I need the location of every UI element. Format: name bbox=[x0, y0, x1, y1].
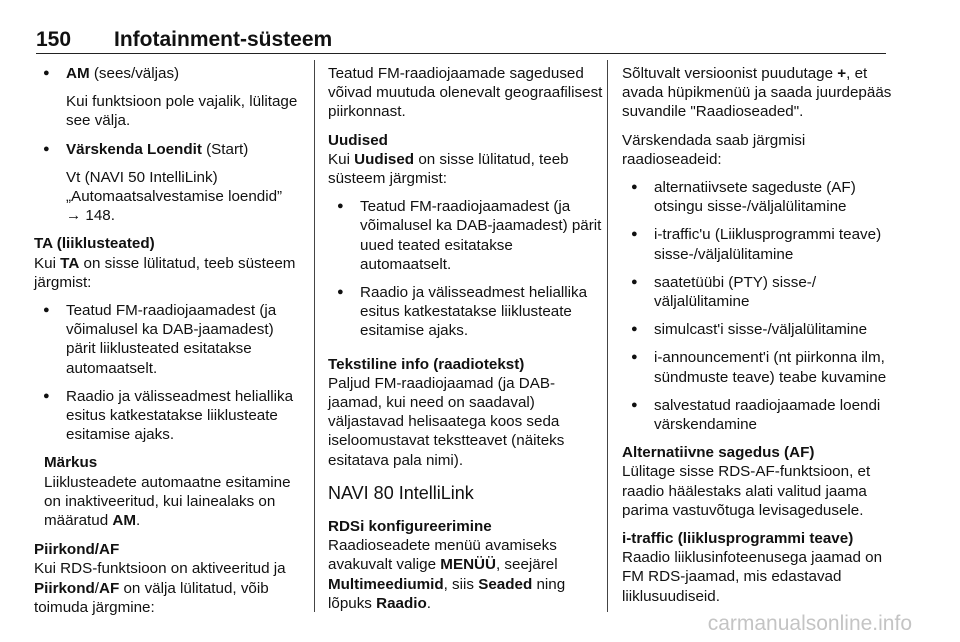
updatable-settings-intro: Värskendada saab järgmisi raadioseadeid: bbox=[622, 131, 806, 168]
setting-item-1: ● alternatiivsete sageduste (AF) otsingu sisse-/väljalülitamine bbox=[622, 178, 892, 216]
am-description: Kui funktsioon pole vajalik, lülitage see välja. bbox=[66, 93, 298, 130]
rds-text-4: ning lõpuks bbox=[328, 575, 566, 612]
am-label: AM bbox=[66, 65, 90, 82]
note-text bbox=[44, 473, 302, 531]
column-1 bbox=[34, 64, 302, 626]
menu-label: MENÜÜ bbox=[440, 556, 496, 574]
region-label: Piirkond bbox=[34, 579, 95, 597]
update-list-desc-text: Vt (NAVI 50 IntelliLink) „Automaatsalvestamise loendid” bbox=[66, 168, 283, 206]
multimedia-label: Multimeediumid bbox=[328, 575, 444, 593]
news-intro bbox=[328, 150, 604, 188]
setting-item-2: ● i-traffic'u (Liiklusprogrammi teave) sisse-/väljalülitamine bbox=[622, 225, 892, 263]
radiotext-heading: Tekstiline info (raadiotekst) bbox=[328, 355, 525, 373]
plus-icon: + bbox=[837, 65, 847, 82]
note-block bbox=[44, 453, 302, 530]
page-header bbox=[36, 20, 886, 54]
setting-item-5: ● i-announcement'i (nt piirkonna ilm, sündmuste teave) teabe kuvamine bbox=[622, 348, 892, 386]
note-am-label: AM bbox=[112, 512, 137, 530]
page-reference: → 148. bbox=[66, 207, 115, 225]
news-text-2: on sisse lülitatud, teeb süsteem järgmist: bbox=[328, 150, 569, 188]
ta-bullet-1: ● Teatud FM-raadiojaamadest (ja võimalusel ka DAB-jaamadest) pärit liiklusteated esitatakse automaatselt. bbox=[34, 301, 302, 378]
update-list-state: (Start) bbox=[201, 140, 249, 158]
rds-text-1: Raadioseadete menüü avamiseks avakuvalt valige bbox=[328, 537, 557, 574]
header-rule bbox=[36, 53, 886, 54]
region-slash: / bbox=[94, 579, 99, 597]
popup-menu-intro bbox=[622, 64, 892, 122]
frequency-intro: Teatud FM-raadiojaamade sagedused võivad muutuda olenevalt geograafilisest piirkonnast. bbox=[328, 65, 603, 121]
column-3 bbox=[622, 64, 892, 615]
news-heading: Uudised bbox=[328, 131, 388, 149]
af-label: AF bbox=[99, 579, 120, 597]
news-text-1: Kui bbox=[328, 150, 355, 168]
region-af-heading: Piirkond/AF bbox=[34, 541, 120, 559]
radiotext-description: Paljud FM-raadiojaamad (ja DAB-jaamad, kui need on saadaval) väljastavad helisaatega koos seda iseloomustavat tekstteavet (näiteks esitatava pala nimi). bbox=[328, 374, 565, 469]
news-bullet-2: ● Raadio ja välisseadmest heliallika esitus katkestatakse liiklusteate esitamise ajaks. bbox=[328, 283, 604, 341]
region-text-1: Kui RDS-funktsioon on aktiveeritud ja bbox=[34, 560, 286, 578]
af-description: Lülitage sisse RDS-AF-funktsioon, et raadio häälestaks alati valitud jaama parima vastuvõtuga levisagedusele. bbox=[622, 463, 871, 519]
column-divider-2 bbox=[607, 60, 608, 612]
setting-item-3: ● saatetüübi (PTY) sisse-/ väljalülitamine bbox=[622, 273, 892, 311]
itraffic-heading: i-traffic (liiklusprogrammi teave) bbox=[622, 530, 854, 548]
am-state: (sees/väljas) bbox=[89, 65, 180, 82]
rds-config-description bbox=[328, 536, 604, 613]
note-text-body: Liiklusteadete automaatne esitamine on inaktiveeritud, kui lainealaks on määratud bbox=[44, 473, 291, 530]
rds-text-5: . bbox=[426, 594, 431, 612]
setting-item-4: ● simulcast'i sisse-/väljalülitamine bbox=[622, 320, 892, 339]
column-2 bbox=[328, 64, 604, 622]
update-list-label: Värskenda Loendit bbox=[66, 140, 202, 158]
news-label: Uudised bbox=[354, 150, 415, 168]
radio-label: Raadio bbox=[376, 594, 427, 612]
ta-bullet-2: ● Raadio ja välisseadmest heliallika esitus katkestatakse liiklusteate esitamise ajaks. bbox=[34, 387, 302, 445]
popup-text-2: , et avada hüpikmenüü ja saada juurdepääs suvandile "Raadioseaded". bbox=[622, 65, 892, 121]
page-number: 150 bbox=[36, 28, 72, 51]
ta-heading: TA (liiklusteated) bbox=[34, 235, 155, 253]
news-bullet-1: ● Teatud FM-raadiojaamadest (ja võimalusel ka DAB-jaamadest) pärit uued teated esitatakse automaatselt. bbox=[328, 197, 604, 274]
am-item bbox=[34, 64, 302, 83]
af-heading: Alternatiivne sagedus (AF) bbox=[622, 444, 815, 462]
note-text-end: . bbox=[136, 512, 141, 530]
ta-intro-text-2: on sisse lülitatud, teeb süsteem järgmist: bbox=[34, 254, 296, 291]
column-divider-1 bbox=[314, 60, 315, 612]
itraffic-description: Raadio liiklusinfoteenusega jaamad on FM RDS-jaamad, mis edastavad liiklusuudiseid. bbox=[622, 549, 883, 605]
rds-config-heading: RDSi konfigureerimine bbox=[328, 518, 492, 536]
ta-intro bbox=[34, 254, 302, 292]
watermark: carmanualsonline.info bbox=[707, 612, 912, 635]
settings-label: Seaded bbox=[478, 575, 533, 593]
update-list-item bbox=[34, 140, 302, 159]
navi80-heading: NAVI 80 IntelliLink bbox=[328, 482, 474, 503]
ta-intro-text: Kui bbox=[34, 254, 61, 272]
note-title: Märkus bbox=[44, 454, 98, 472]
section-title: Infotainment-süsteem bbox=[114, 28, 333, 51]
update-list-description bbox=[66, 168, 302, 226]
region-text-2: on välja lülitatud, võib toimuda järgmine: bbox=[34, 579, 269, 616]
rds-text-3: , siis bbox=[443, 575, 479, 593]
rds-text-2: , seejärel bbox=[495, 556, 558, 574]
setting-item-6: ● salvestatud raadiojaamade loendi värskendamine bbox=[622, 396, 892, 434]
popup-text-1: Sõltuvalt versioonist puudutage bbox=[622, 65, 838, 82]
region-af-description bbox=[34, 559, 302, 617]
ta-label: TA bbox=[60, 254, 80, 272]
